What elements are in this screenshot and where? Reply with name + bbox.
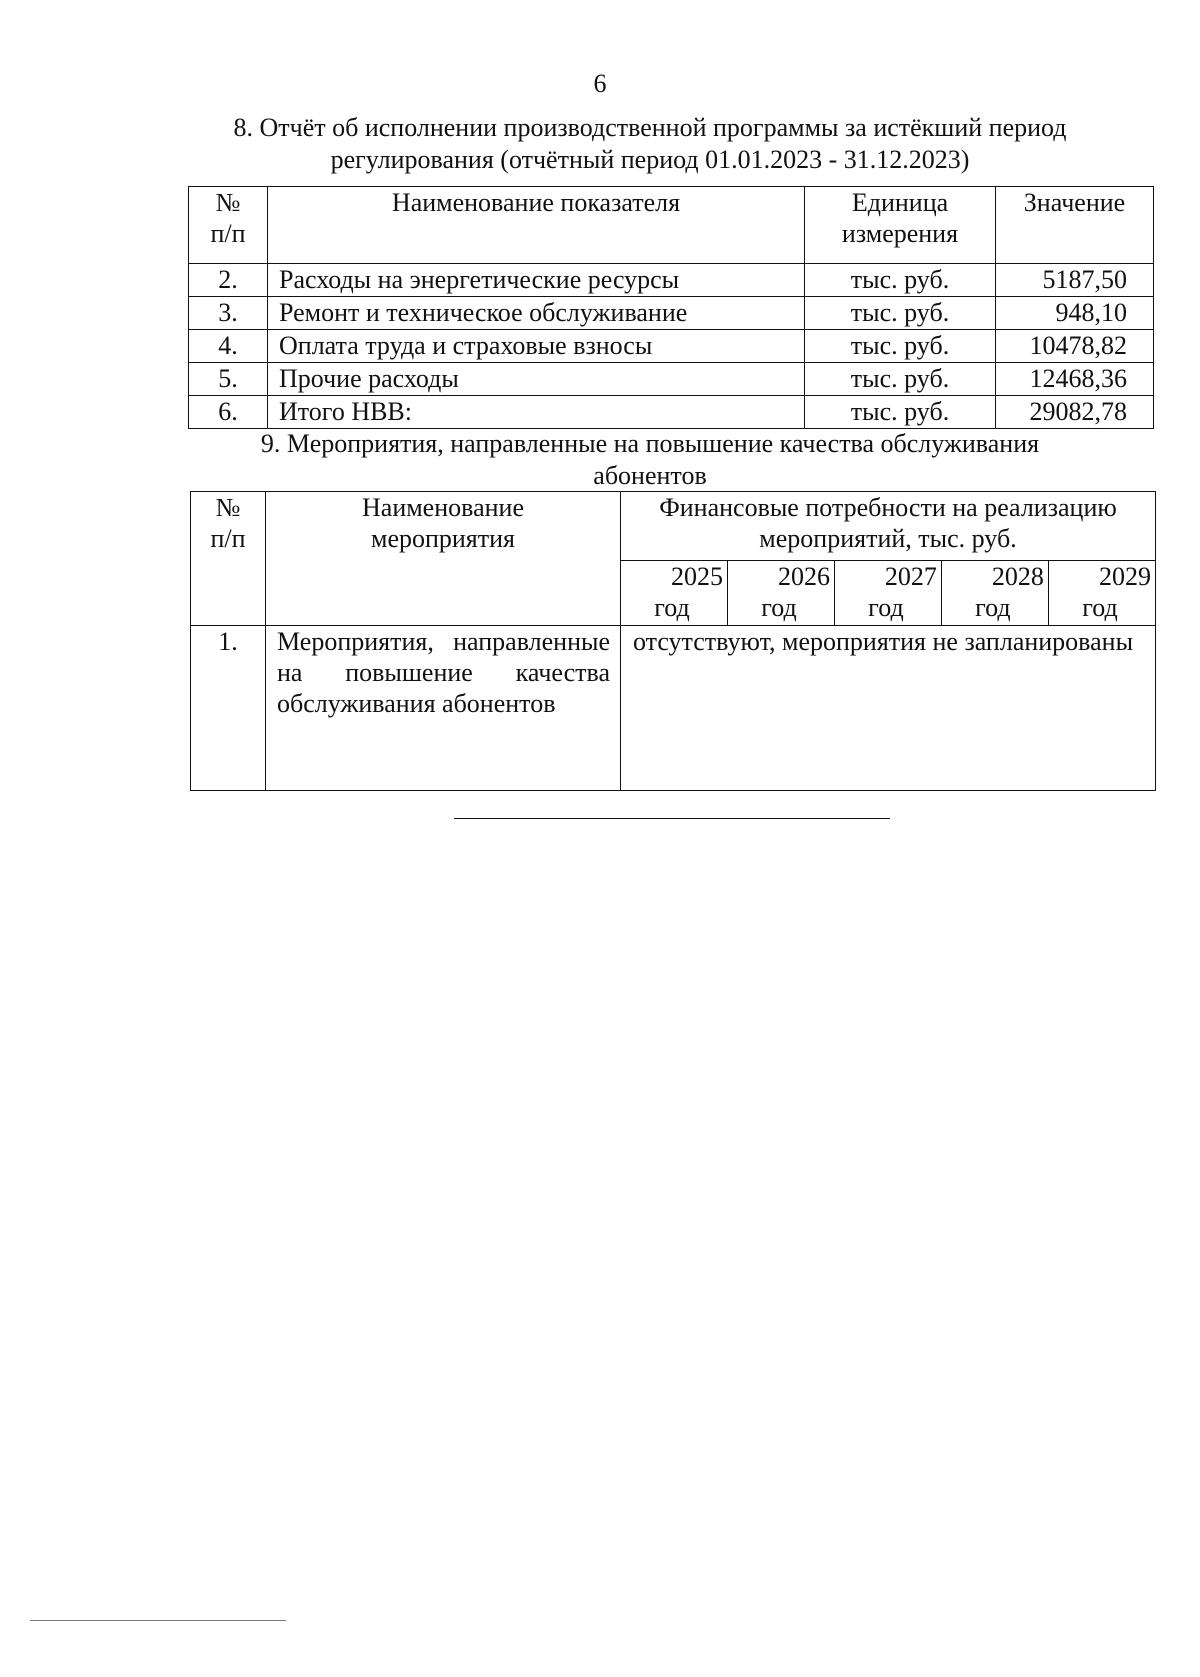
header-year-unit: год	[654, 593, 690, 622]
header-value: Значение	[996, 187, 1154, 264]
header-year-unit: год	[1082, 593, 1118, 622]
header-year-cell	[834, 561, 941, 626]
row-indicator-name: Прочие расходы	[268, 363, 805, 396]
header-measure-name-line-1: Наименование	[362, 493, 524, 522]
header-year: 2028	[991, 562, 1044, 591]
row-indicator-name: Расходы на энергетические ресурсы	[268, 264, 805, 297]
header-year-cell	[941, 561, 1048, 626]
row-unit: тыс. руб.	[805, 363, 996, 396]
header-year-unit: год	[868, 593, 904, 622]
row-measure-name: Мероприятия, направленные на повышение качества обслуживания абонентов	[266, 626, 621, 791]
section-9-title-line-2: абонентов	[593, 461, 707, 490]
row-value: 10478,82	[996, 330, 1154, 363]
row-unit: тыс. руб.	[805, 396, 996, 429]
header-number-symbol: №	[215, 493, 241, 522]
row-number: 6.	[189, 396, 268, 429]
header-year-unit: год	[761, 593, 797, 622]
end-divider-line	[454, 818, 890, 819]
table-header-row	[191, 492, 1156, 561]
table-header-row	[189, 187, 1154, 264]
header-year: 2027	[884, 562, 937, 591]
header-unit-line-2: измерения	[841, 219, 959, 248]
header-number-abbr: п/п	[210, 524, 246, 553]
header-number-abbr: п/п	[210, 219, 246, 248]
header-year-unit: год	[975, 593, 1011, 622]
table-row-total	[189, 396, 1154, 429]
service-quality-measures-table	[190, 491, 1156, 791]
table-row	[189, 264, 1154, 297]
table-row	[189, 330, 1154, 363]
header-measure-name-line-2: мероприятия	[370, 524, 515, 553]
header-financial-needs	[621, 492, 1156, 561]
row-indicator-name: Итого НВВ:	[268, 396, 805, 429]
header-financial-needs-line-2: мероприятий, тыс. руб.	[759, 524, 1017, 553]
row-value: 29082,78	[996, 396, 1154, 429]
table-row	[189, 297, 1154, 330]
section-9-title	[150, 428, 1150, 492]
row-number: 4.	[189, 330, 268, 363]
header-number-symbol: №	[215, 188, 241, 217]
row-unit: тыс. руб.	[805, 330, 996, 363]
header-year: 2026	[777, 562, 830, 591]
section-8-title-line-2: регулирования (отчётный период 01.01.2023 - 31.12.2023)	[330, 145, 970, 174]
row-financial-note: отсутствуют, мероприятия не запланированы	[621, 626, 1156, 791]
row-value: 948,10	[996, 297, 1154, 330]
header-measure-name	[266, 492, 621, 626]
header-number	[189, 187, 268, 264]
row-unit: тыс. руб.	[805, 264, 996, 297]
page-number: 6	[593, 69, 607, 98]
header-indicator-name: Наименование показателя	[268, 187, 805, 264]
header-number	[191, 492, 266, 626]
table-row	[189, 363, 1154, 396]
section-8-title-line-1: 8. Отчёт об исполнении производственной программы за истёкший период	[233, 113, 1067, 142]
header-year: 2025	[670, 562, 723, 591]
header-unit-line-1: Единица	[851, 188, 949, 217]
header-year-cell	[1048, 561, 1155, 626]
row-number: 3.	[189, 297, 268, 330]
row-indicator-name: Ремонт и техническое обслуживание	[268, 297, 805, 330]
row-number: 1.	[191, 626, 266, 791]
row-number: 5.	[189, 363, 268, 396]
header-year-cell	[621, 561, 728, 626]
row-value: 12468,36	[996, 363, 1154, 396]
production-program-report-table	[188, 186, 1154, 429]
header-year: 2029	[1099, 562, 1151, 591]
row-unit: тыс. руб.	[805, 297, 996, 330]
section-8-title	[150, 112, 1150, 176]
row-number: 2.	[189, 264, 268, 297]
footer-divider-line	[30, 1620, 286, 1621]
header-financial-needs-line-1: Финансовые потребности на реализацию	[659, 493, 1117, 522]
table-row	[191, 626, 1156, 791]
row-value: 5187,50	[996, 264, 1154, 297]
section-9-title-line-1: 9. Мероприятия, направленные на повышение качества обслуживания	[260, 429, 1040, 458]
header-unit	[805, 187, 996, 264]
row-indicator-name: Оплата труда и страховые взносы	[268, 330, 805, 363]
header-year-cell	[727, 561, 834, 626]
